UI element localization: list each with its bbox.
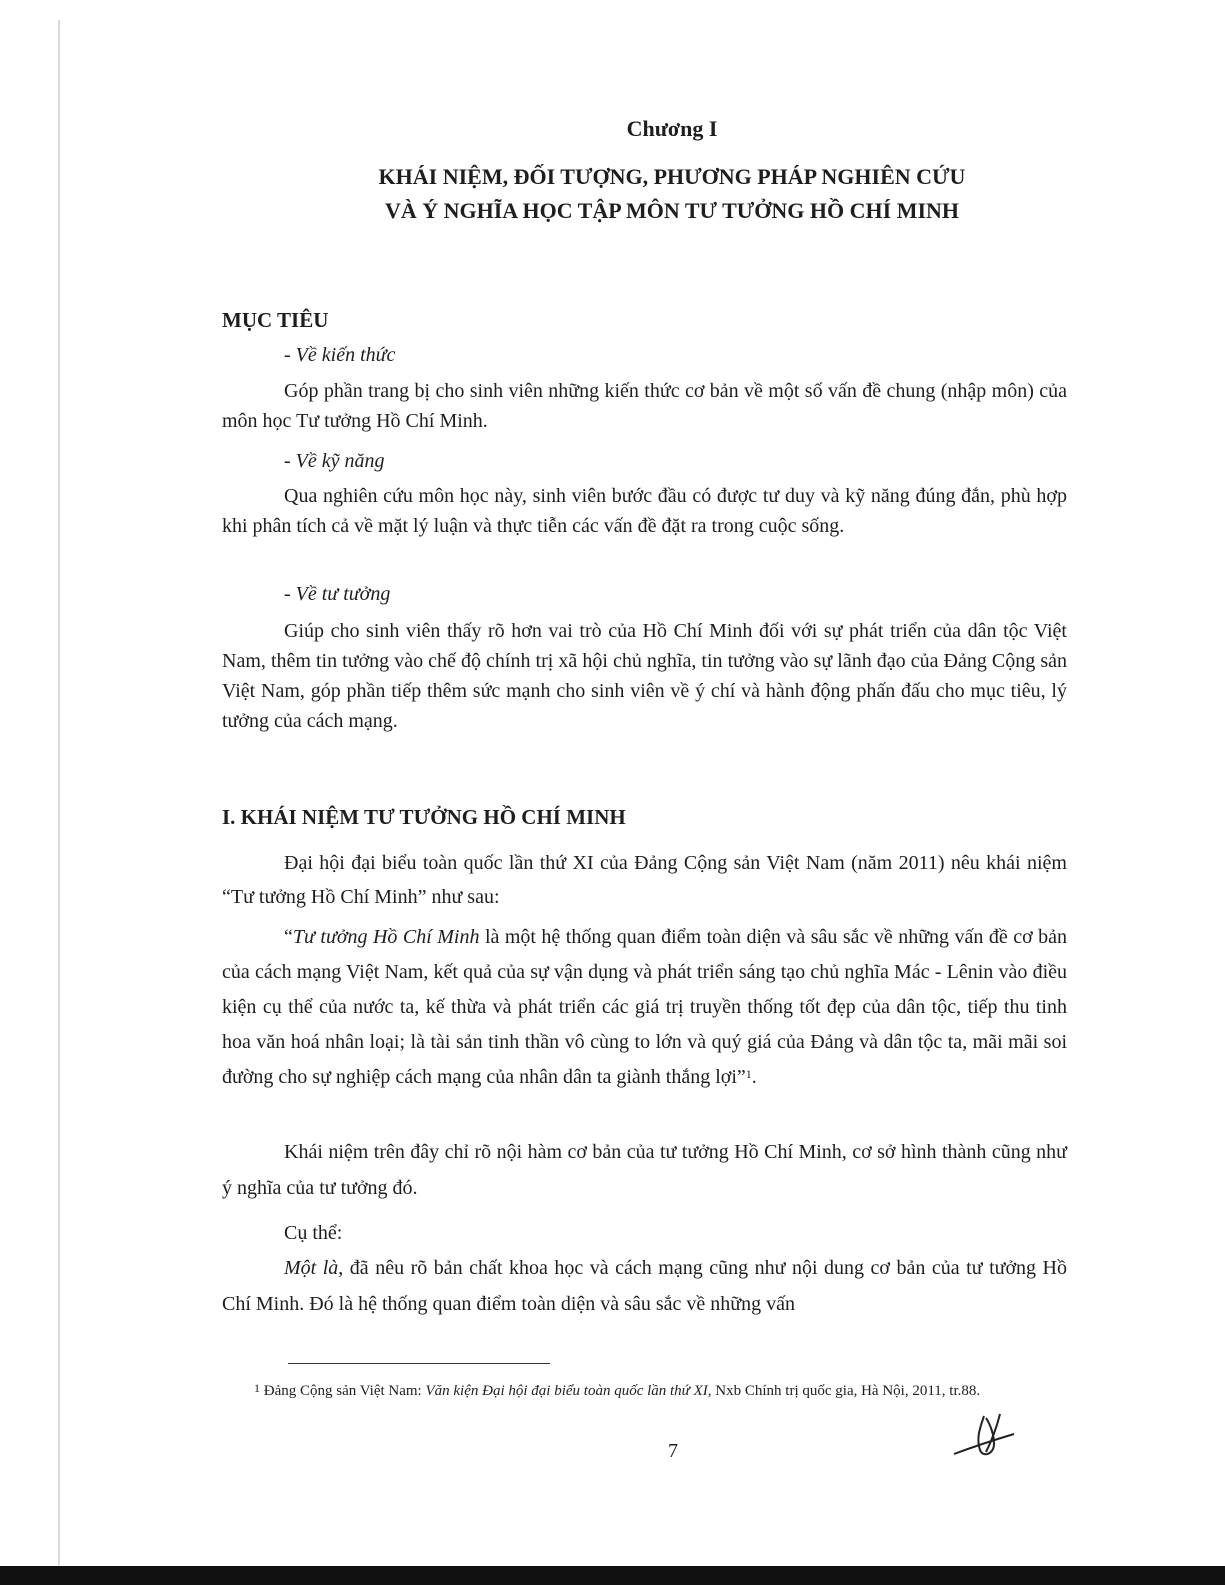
section-1-intro: Đại hội đại biểu toàn quốc lần thứ XI của Đảng Cộng sản Việt Nam (năm 2011) nêu khái niệm “Tư tưởng Hồ Chí Minh” như sau: (222, 852, 1067, 908)
handwritten-signature (950, 1410, 1020, 1465)
scan-left-edge (58, 20, 60, 1565)
quote-body: là một hệ thống quan điểm toàn diện và sâu sắc về những vấn đề cơ bản của cách mạng Việt Nam, kết quả của sự vận dụng và phát triển sáng tạo chủ nghĩa Mác - Lênin vào điều kiện cụ thể của nước ta, kế thừa và phát triển các giá trị truyền thống tốt đẹp của dân tộc, tiếp thu tinh hoa văn hoá nhân loại; là tài sản tinh thần vô cùng to lớn và quý giá của Đảng và dân tộc ta, mãi mãi soi đường cho sự nghiệp cách mạng của nhân dân ta giành thắng lợi” (222, 926, 1067, 1088)
footnote-separator (288, 1363, 550, 1364)
footnote-suffix: , Nxb Chính trị quốc gia, Hà Nội, 2011, tr.88. (707, 1383, 981, 1399)
scan-bottom-edge (0, 1566, 1225, 1585)
chapter-label: Chương I (626, 116, 718, 141)
explain-paragraph: Khái niệm trên đây chỉ rõ nội hàm cơ bản của tư tưởng Hồ Chí Minh, cơ sở hình thành cũng như ý nghĩa của tư tưởng đó. (222, 1141, 1067, 1199)
point-1-paragraph (222, 1250, 1067, 1322)
footnote-title: Văn kiện Đại hội đại biểu toàn quốc lần thứ XI (425, 1383, 708, 1399)
footnote-mark: 1 (254, 1381, 260, 1395)
point-1-lead: Một là (284, 1257, 339, 1279)
quote-end: . (751, 1066, 757, 1088)
thought-label: - Về tư tưởng (284, 583, 391, 605)
chapter-title-line-1: KHÁI NIỆM, ĐỐI TƯỢNG, PHƯƠNG PHÁP NGHIÊN CỨU (378, 164, 966, 189)
skills-paragraph: Qua nghiên cứu môn học này, sinh viên bước đầu có được tư duy và kỹ năng đúng đắn, phù hợp khi phân tích cả về mặt lý luận và thực tiễn các vấn đề đặt ra trong cuộc sống. (222, 485, 1067, 537)
footnote-prefix: Đảng Cộng sản Việt Nam: (260, 1383, 426, 1399)
knowledge-label: - Về kiến thức (284, 344, 396, 366)
knowledge-paragraph: Góp phần trang bị cho sinh viên những kiến thức cơ bản về một số vấn đề chung (nhập môn) của môn học Tư tưởng Hồ Chí Minh. (222, 380, 1067, 432)
chapter-title (222, 160, 1122, 228)
specific-label: Cụ thể: (284, 1222, 343, 1244)
quote-open-mark: “ (284, 926, 293, 948)
thought-paragraph: Giúp cho sinh viên thấy rõ hơn vai trò của Hồ Chí Minh đối với sự phát triển của dân tộc Việt Nam, thêm tin tưởng vào chế độ chính trị xã hội chủ nghĩa, tin tưởng vào sự lãnh đạo của Đảng Cộng sản Việt Nam, góp phần tiếp thêm sức mạnh cho sinh viên về ý chí và hành động phấn đấu cho mục tiêu, lý tưởng của cách mạng. (222, 620, 1067, 732)
objectives-heading: MỤC TIÊU (222, 308, 329, 332)
point-1-text: , đã nêu rõ bản chất khoa học và cách mạng cũng như nội dung cơ bản của tư tưởng Hồ Chí Minh. Đó là hệ thống quan điểm toàn diện và sâu sắc về những vấn (222, 1257, 1068, 1315)
footnote-reference: 1 (745, 1067, 752, 1081)
skills-label: - Về kỹ năng (284, 450, 385, 472)
section-1-heading: I. KHÁI NIỆM TƯ TƯỞNG HỒ CHÍ MINH (222, 805, 626, 829)
page-number: 7 (668, 1440, 678, 1462)
chapter-title-line-2: VÀ Ý NGHĨA HỌC TẬP MÔN TƯ TƯỞNG HỒ CHÍ MINH (384, 198, 960, 223)
quote-term: Tư tưởng Hồ Chí Minh (292, 926, 480, 948)
definition-quote (222, 920, 1067, 1095)
footnote (222, 1380, 1067, 1402)
